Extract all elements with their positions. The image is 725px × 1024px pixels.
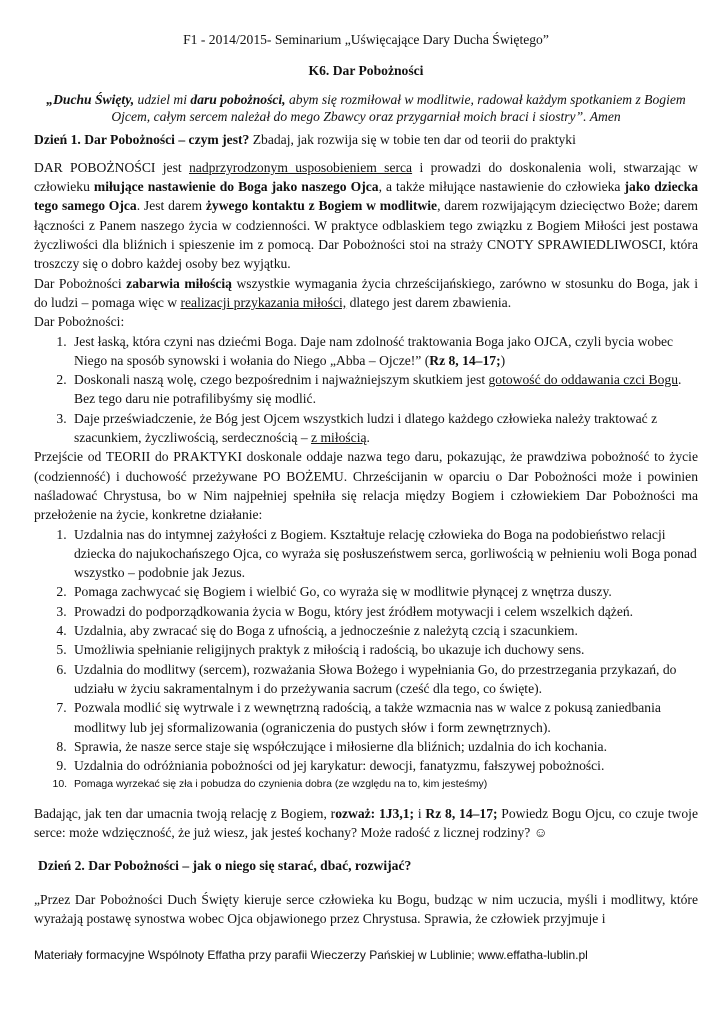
text-run: ): [500, 352, 506, 368]
day1-heading: [34, 130, 698, 149]
text-run-bold: miłujące nastawienie do Boga jako naszego Ojca: [93, 179, 379, 195]
day1-paragraph-5: [34, 804, 698, 843]
day2-heading-text: Dzień 2. Dar Pobożności – jak o niego się starać, dbać, rozwijać?: [38, 858, 412, 874]
text-run-underlined: gotowość do oddawania czci Bogu: [488, 372, 679, 388]
text-run: , darem rozwijającym dziecięctwo Boże; darem łączności z Panem naszego życia w codzienności. W praktyce odblaskiem tego związku z Bogiem Miłości jest postawa życzliwości dla bliźnich i spieszenie im z pomocą. Dar Pobożności stoi na straży CNOTY SPRAWIEDLIWOSCI, która troszczy się o dobro każdej osoby bez wyjątku.: [34, 198, 699, 272]
text-run: .: [366, 430, 370, 446]
text-run-bold: Rz 8, 14–17;: [429, 352, 501, 368]
list-item: 4. Uzdalnia, aby zwracać się do Boga z ufnością, a jednocześnie z należytą czcią i szacunkiem.: [70, 621, 698, 640]
page-header: F1 - 2014/2015- Seminarium „Uświęcające Dary Ducha Świętego”: [183, 32, 549, 47]
text-run: Jest łaską, która czyni nas dziećmi Boga. Daje nam zdolność traktowania Boga jako OJCA, czyli bycia wobec Niego na sposób synowski i wołania do Niego „Abba – Ojcze!” (: [74, 333, 674, 368]
list-item: 9. Uzdalnia do odróżniania pobożności od jej karykatur: dewocji, fanatyzmu, fałszywej pobożności.: [70, 756, 698, 775]
list-item: [70, 370, 698, 409]
text-run: wszystkie wymagania życia chrześcijańskiego, zarówno w stosunku do Boga, jak i do ludzi – pomaga więc w: [34, 275, 698, 310]
list-item: 3. Prowadzi do podporządkowania życia w Bogu, który jest źródłem motywacji i celem wszelkich dążeń.: [70, 602, 698, 621]
list-item: 6. Uzdalnia do modlitwy (sercem), rozważania Słowa Bożego i wypełniania Go, do przestrzegania przykazań, do udziału w życiu sakramentalnym i do przeżywania sacrum (cześć dla tego, co święte).: [70, 660, 698, 699]
page-footer: Materiały formacyjne Wspólnoty Effatha przy parafii Wieczerzy Pańskiej w Lublinie; www.effatha-lublin.pl: [34, 948, 588, 962]
day1-paragraph-2: [34, 274, 698, 313]
day1-paragraph-1: [34, 158, 698, 274]
list-item: [70, 409, 698, 448]
text-run: Doskonali naszą wolę, czego bezpośrednim i najważniejszym skutkiem jest: [74, 372, 489, 388]
text-run: Daje przeświadczenie, że Bóg jest Ojcem wszystkich ludzi i dlatego każdego człowieka należy traktować z szacunkiem, życzliwością, serdecznością –: [74, 410, 658, 446]
text-run-bold: jako dziecka tego samego Ojca: [34, 179, 698, 214]
prayer-text-rest: abym się rozmiłował w modlitwie, radował każdym spotkaniem z Bogiem Ojcem, całym sercem należał do mego Zbawcy oraz przygarniał moich braci i siostry”. Amen: [111, 91, 686, 125]
spacer: [34, 876, 698, 890]
day2-heading: [34, 856, 698, 875]
text-run: Powiedz Bogu Ojcu, co czuje twoje serce: może wdzięczność, że już wiesz, jak jesteś kochany? Może radość z licznej rodziny? ☺: [34, 805, 698, 840]
list-item: 2. Pomaga zachwycać się Bogiem i wielbić Go, co wyraża się w modlitwie płynącej z wnętrza duszy.: [70, 582, 698, 601]
day1-heading-bold: Dzień 1. Dar Pobożności – czym jest?: [34, 131, 250, 147]
prayer-text: udziel mi: [134, 91, 191, 107]
gift-list-1: [34, 332, 698, 448]
text-run: . Bez tego daru nie potrafilibyśmy się modlić.: [74, 372, 682, 407]
list-item: 1. Uzdalnia nas do intymnej zażyłości z Bogiem. Kształtuje relację człowieka do Boga na podobieństwo relacji dziecka do najukochańszego Ojca, co wyraża się posłuszeństwem serca, gorliwością w pełnieniu woli Boga ponad wszystko – podobnie jak Jezus.: [70, 525, 698, 583]
document-title: K6. Dar Pobożności: [308, 63, 424, 79]
day1-heading-rest: Zbadaj, jak rozwija się w tobie ten dar od teorii do praktyki: [249, 131, 576, 147]
list-item: [70, 332, 698, 371]
text-run-bold: Rz 8, 14–17;: [425, 805, 498, 821]
document-page: [34, 30, 698, 928]
text-run: i prowadzi do doskonalenia woli, stwarzając w człowieku: [34, 159, 698, 195]
prayer-invocation: „Duchu Święty,: [46, 91, 135, 107]
day1-paragraph-3: Dar Pobożności:: [34, 314, 125, 330]
text-run-bold: żywego kontaktu z Bogiem w modlitwie: [205, 198, 438, 214]
prayer-gift: daru pobożności,: [190, 91, 286, 107]
gift-list-2: [34, 525, 698, 795]
text-run: Dar Pobożności: [34, 275, 127, 291]
list-item: 8. Sprawia, że nasze serce staje się współczujące i miłosierne dla bliźnich; uzdalnia do ich kochania.: [70, 737, 698, 756]
list-item: 7. Pozwala modlić się wytrwale i z wewnętrzną radością, a także wzmacnia nas w walce z pokusą zaniedbania modlitwy lub jej sformalizowania (ograniczenia do pustych słów i form zewnętrznych).: [70, 698, 698, 737]
text-run-underlined: realizacji przykazania miłości,: [180, 294, 347, 310]
text-run: , a także miłujące nastawienie do człowieka: [378, 179, 625, 195]
spacer: [34, 795, 698, 804]
spacer: [34, 149, 698, 158]
text-run: DAR POBOŻNOŚCI jest: [34, 159, 189, 175]
text-run: dlatego jest darem zbawienia.: [346, 294, 512, 310]
list-item: 10. Pomaga wyrzekać się zła i pobudza do czynienia dobra (ze względu na to, kim jesteśmy): [70, 775, 698, 794]
day1-paragraph-4: Przejście od TEORII do PRAKTYKI doskonale oddaje nazwa tego daru, pokazując, że prawdziwa pobożność to życie (codzienność) i duchowość przeżywane PO BOŻEMU. Chrześcijanin w oparciu o Dar Pobożności może i powinien naśladować Chrystusa, bo w Nim najpełniej spełniła się relacja między Bogiem i człowiekiem Dar Pobożności ma przełożenie na życie, konkretne działanie:: [34, 449, 698, 523]
text-run-bold: ozważ: 1J3,1;: [335, 805, 415, 821]
text-run-bold: zabarwia miłością: [126, 275, 232, 291]
text-run-underlined: nadprzyrodzonym usposobieniem serca: [189, 159, 413, 175]
text-run: i: [414, 805, 426, 821]
text-run: . Jest darem: [136, 198, 206, 214]
text-run: Badając, jak ten dar umacnia twoją relację z Bogiem, r: [34, 805, 336, 821]
text-run-underlined: z miłością: [311, 430, 367, 446]
opening-prayer: [34, 91, 698, 126]
list-item: 5. Umożliwia spełnianie religijnych praktyk z miłością i radością, bo ukazuje ich duchowy sens.: [70, 640, 698, 659]
day2-paragraph-1: „Przez Dar Pobożności Duch Święty kieruje serce człowieka ku Bogu, budząc w nim uczucia, myśli i modlitwy, które wyrażają postawę synostwa wobec Ojca objawionego przez Chrystusa. Sprawia, że człowiek przyjmuje i: [34, 891, 698, 926]
spacer: [34, 842, 698, 856]
